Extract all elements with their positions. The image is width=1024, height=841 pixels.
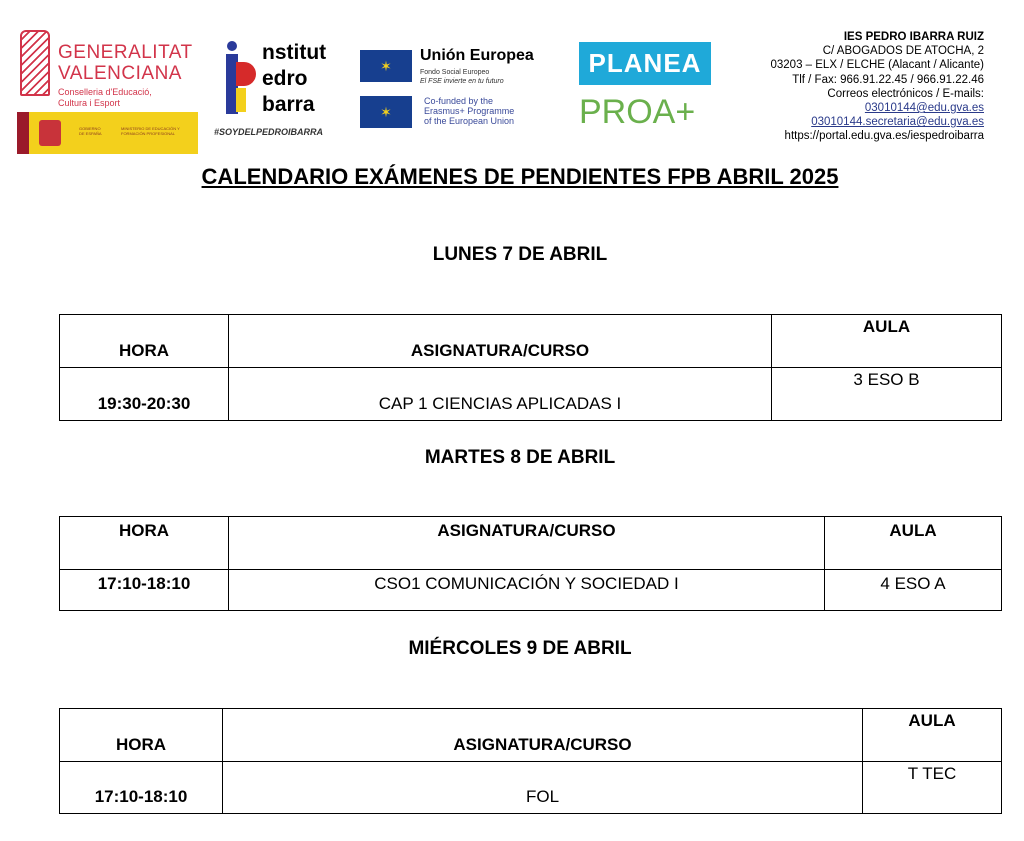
exam-table-tuesday — [59, 516, 1002, 611]
cell-asignatura: CAP 1 CIENCIAS APLICADAS I — [229, 368, 772, 421]
col-hora: HORA — [60, 315, 229, 368]
gva-line1: GENERALITAT — [58, 42, 193, 63]
conselleria-text — [58, 87, 152, 109]
school-name: IES PEDRO IBARRA RUIZ — [843, 31, 984, 43]
table-row — [60, 762, 1002, 814]
cell-aula: 4 ESO A — [825, 570, 1002, 611]
institut-hashtag: #SOYDELPEDROIBARRA — [214, 127, 324, 137]
ministry-a: GOBIERNO DE ESPAÑA — [79, 126, 102, 136]
cell-aula: T TEC — [863, 762, 1002, 814]
cell-asignatura: FOL — [223, 762, 863, 814]
gva-line2: VALENCIANA — [58, 63, 182, 84]
col-asignatura: ASIGNATURA/CURSO — [229, 315, 772, 368]
gva-sub2: Cultura i Esport — [58, 98, 121, 108]
spain-ministry-logo — [17, 112, 198, 154]
eu-fse-text — [420, 68, 504, 86]
table-header-row — [60, 709, 1002, 762]
cell-hora: 17:10-18:10 — [60, 762, 223, 814]
day-heading-monday: LUNES 7 DE ABRIL — [432, 244, 608, 265]
eu-cof2: Erasmus+ Programme — [424, 106, 515, 116]
school-address: C/ ABOGADOS DE ATOCHA, 2 — [822, 45, 984, 58]
table-header-row — [60, 517, 1002, 570]
exam-table-wednesday — [59, 708, 1002, 814]
table-row — [60, 368, 1002, 421]
col-aula: AULA — [825, 517, 1002, 570]
day-heading-wednesday: MIÉRCOLES 9 DE ABRIL — [408, 638, 632, 659]
school-website: https://portal.edu.gva.es/iespedroibarra — [784, 130, 984, 143]
cell-hora: 17:10-18:10 — [60, 570, 229, 611]
school-emails-label: Correos electrónicos / E-mails: — [827, 87, 984, 100]
eu-cof1: Co-funded by the — [424, 96, 494, 106]
eu-flag-icon: ✶ — [360, 50, 412, 82]
planea-logo: PLANEA — [579, 42, 711, 85]
school-phone: Tlf / Fax: 966.91.22.45 / 966.91.22.46 — [792, 73, 984, 86]
eu-flag-icon: ✶ — [360, 96, 412, 128]
email-link-2[interactable]: 03010144.secretaria@edu.gva.es — [811, 116, 984, 129]
col-asignatura: ASIGNATURA/CURSO — [223, 709, 863, 762]
school-contact-block — [770, 30, 984, 144]
col-hora: HORA — [60, 709, 223, 762]
institut-line1: nstitut — [262, 41, 327, 64]
page-title — [0, 164, 1024, 190]
col-aula: AULA — [863, 709, 1002, 762]
col-aula: AULA — [772, 315, 1002, 368]
exam-table-monday — [59, 314, 1002, 421]
table-header-row — [60, 315, 1002, 368]
table-row — [60, 570, 1002, 611]
school-city: 03203 – ELX / ELCHE (Alacant / Alicante) — [770, 59, 984, 72]
institut-line2: edro — [262, 67, 308, 90]
col-asignatura: ASIGNATURA/CURSO — [229, 517, 825, 570]
col-hora: HORA — [60, 517, 229, 570]
eu-cof3: of the European Union — [424, 116, 515, 126]
institut-line3: barra — [262, 93, 315, 116]
gva-sub1: Conselleria d'Educació, — [58, 87, 152, 97]
cell-aula: 3 ESO B — [772, 368, 1002, 421]
institut-logo-icon — [222, 40, 258, 120]
day-heading-tuesday: MARTES 8 DE ABRIL — [424, 447, 616, 468]
eu-sub2: El FSE invierte en tu futuro — [420, 78, 504, 85]
page-title-text: CALENDARIO EXÁMENES DE PENDIENTES FPB ABRIL 2025 — [201, 164, 839, 189]
cell-hora: 19:30-20:30 — [60, 368, 229, 421]
generalitat-crest-logo — [20, 30, 50, 96]
email-link-1[interactable]: 03010144@edu.gva.es — [864, 102, 984, 115]
institut-logo-text — [262, 40, 326, 118]
ministry-b: MINISTERIO DE EDUCACIÓN Y FORMACIÓN PROFESIONAL — [121, 126, 180, 136]
eu-title: Unión Europea — [420, 47, 534, 64]
spain-shield-icon — [39, 120, 61, 146]
proa-logo: PROA+ — [579, 93, 696, 131]
cell-asignatura: CSO1 COMUNICACIÓN Y SOCIEDAD I — [229, 570, 825, 611]
generalitat-logo-text — [58, 42, 193, 84]
eu-erasmus-text — [424, 96, 514, 126]
eu-sub1: Fondo Social Europeo — [420, 69, 490, 76]
